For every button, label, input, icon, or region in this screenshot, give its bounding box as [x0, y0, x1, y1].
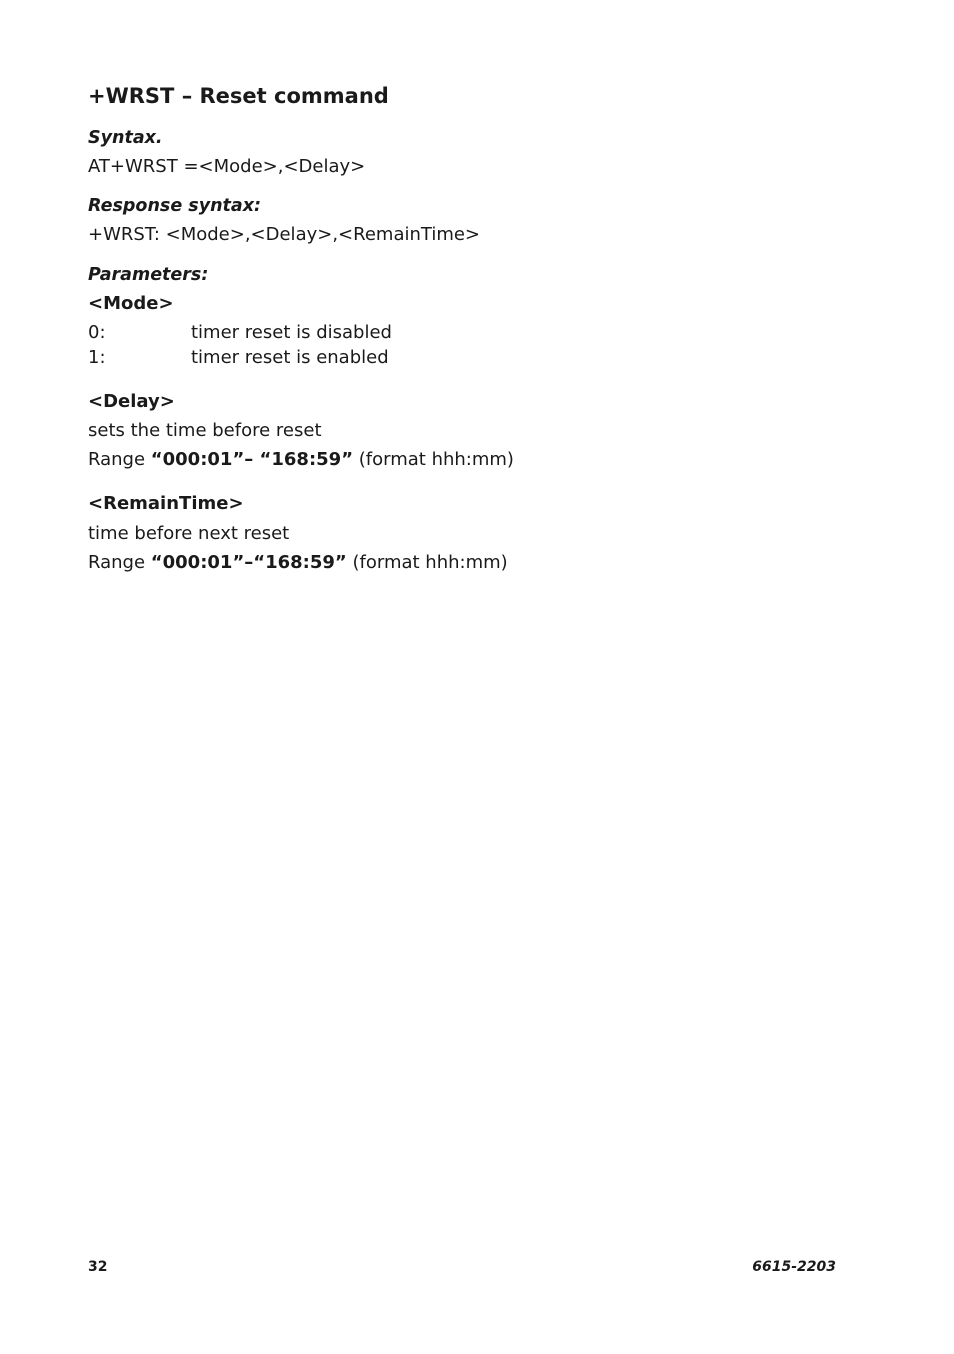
response-syntax-value: +WRST: <Mode>,<Delay>,<RemainTime>: [88, 224, 481, 245]
delay-param-title: <Delay>: [88, 391, 175, 412]
document-number: 6615-2203: [752, 1259, 836, 1275]
delay-range-suffix: (format hhh:mm): [358, 449, 514, 470]
delay-description: sets the time before reset: [88, 420, 322, 441]
response-syntax-label: Response syntax:: [88, 196, 262, 216]
mode-row-desc: timer reset is enabled: [191, 347, 389, 368]
delay-range-value: “000:01”– “168:59”: [150, 449, 354, 470]
section-heading: +WRST – Reset command: [88, 84, 389, 108]
mode-param-title: <Mode>: [88, 293, 174, 314]
page-number: 32: [88, 1259, 108, 1275]
mode-row-key: 0:: [88, 322, 106, 343]
delay-range: [88, 449, 514, 470]
mode-row: [88, 347, 389, 368]
syntax-value: AT+WRST =<Mode>,<Delay>: [88, 156, 366, 177]
mode-row-desc: timer reset is disabled: [191, 322, 392, 343]
syntax-label: Syntax.: [88, 128, 163, 148]
mode-row-key: 1:: [88, 347, 106, 368]
remaintime-range: [88, 552, 508, 573]
mode-row: [88, 322, 392, 343]
remaintime-range-suffix: (format hhh:mm): [352, 552, 508, 573]
remaintime-description: time before next reset: [88, 523, 290, 544]
delay-range-prefix: Range: [88, 449, 146, 470]
remaintime-range-prefix: Range: [88, 552, 146, 573]
remaintime-range-value: “000:01”–“168:59”: [150, 552, 347, 573]
parameters-label: Parameters:: [88, 265, 209, 285]
remaintime-param-title: <RemainTime>: [88, 493, 244, 514]
